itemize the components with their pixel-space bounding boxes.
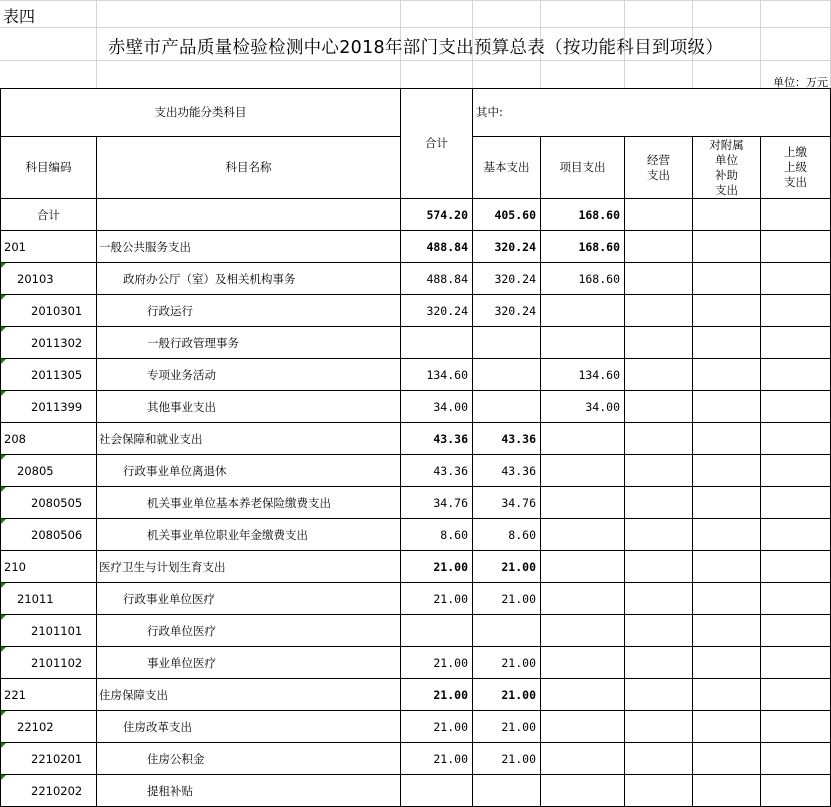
cell-marker-icon (1, 327, 6, 332)
cell-remit (761, 615, 831, 647)
table-row (1, 455, 831, 487)
table-row (1, 359, 831, 391)
cell-code (1, 519, 97, 551)
cell-remit (761, 423, 831, 455)
table-row (1, 327, 831, 359)
cell-basic: 21.00 (473, 647, 541, 679)
cell-total: 34.76 (401, 487, 473, 519)
cell-marker-icon (1, 647, 6, 652)
cell-subsidy (693, 551, 761, 583)
cell-name: 事业单位医疗 (97, 647, 401, 679)
cell-project (541, 551, 625, 583)
cell-project (541, 679, 625, 711)
cell-subsidy (693, 391, 761, 423)
cell-name: 医疗卫生与计划生育支出 (97, 551, 401, 583)
cell-basic (473, 327, 541, 359)
cell-operating (625, 711, 693, 743)
cell-remit (761, 231, 831, 263)
cell-basic: 320.24 (473, 263, 541, 295)
page-title: 赤壁市产品质量检验检测中心2018年部门支出预算总表（按功能科目到项级） (107, 38, 724, 58)
cell-name: 社会保障和就业支出 (97, 423, 401, 455)
cell-name: 其他事业支出 (97, 391, 401, 423)
table-row (1, 519, 831, 551)
cell-name: 专项业务活动 (97, 359, 401, 391)
cell-subsidy (693, 327, 761, 359)
cell-basic: 43.36 (473, 423, 541, 455)
table-row (1, 711, 831, 743)
cell-total: 488.84 (401, 263, 473, 295)
cell-basic: 21.00 (473, 583, 541, 615)
cell-name: 政府办公厅（室）及相关机构事务 (97, 263, 401, 295)
cell-basic (473, 391, 541, 423)
cell-project: 134.60 (541, 359, 625, 391)
cell-basic: 320.24 (473, 295, 541, 327)
cell-name: 行政事业单位离退休 (97, 455, 401, 487)
cell-project: 168.60 (541, 263, 625, 295)
cell-basic: 34.76 (473, 487, 541, 519)
cell-remit (761, 295, 831, 327)
cell-code (1, 231, 97, 263)
cell-basic: 21.00 (473, 711, 541, 743)
cell-code (1, 679, 97, 711)
header-operating: 经营 支出 (625, 137, 693, 199)
table-row (1, 199, 831, 231)
cell-subsidy (693, 199, 761, 231)
cell-basic: 21.00 (473, 551, 541, 583)
cell-total: 21.00 (401, 551, 473, 583)
cell-marker-icon (1, 487, 6, 492)
cell-code (1, 391, 97, 423)
cell-basic: 405.60 (473, 199, 541, 231)
table-row (1, 487, 831, 519)
cell-remit (761, 647, 831, 679)
cell-remit (761, 455, 831, 487)
cell-operating (625, 487, 693, 519)
code-text: 2210201 (31, 751, 83, 766)
cell-subsidy (693, 455, 761, 487)
cell-remit (761, 263, 831, 295)
cell-marker-icon (1, 359, 6, 364)
cell-name (97, 199, 401, 231)
table-row (1, 423, 831, 455)
table-row (1, 743, 831, 775)
code-text: 20103 (17, 271, 54, 286)
cell-name: 机关事业单位基本养老保险缴费支出 (97, 487, 401, 519)
cell-total (401, 327, 473, 359)
cell-remit (761, 487, 831, 519)
table-row (1, 231, 831, 263)
cell-remit (761, 679, 831, 711)
cell-operating (625, 263, 693, 295)
cell-subsidy (693, 519, 761, 551)
code-text: 2210202 (31, 783, 83, 798)
table-row (1, 551, 831, 583)
cell-remit (761, 743, 831, 775)
cell-name: 住房公积金 (97, 743, 401, 775)
cell-name: 住房改革支出 (97, 711, 401, 743)
cell-total: 21.00 (401, 583, 473, 615)
header-basic: 基本支出 (473, 137, 541, 199)
cell-remit (761, 551, 831, 583)
cell-code (1, 487, 97, 519)
cell-name: 提租补贴 (97, 775, 401, 807)
cell-subsidy (693, 743, 761, 775)
cell-operating (625, 679, 693, 711)
cell-total: 21.00 (401, 647, 473, 679)
cell-name: 一般公共服务支出 (97, 231, 401, 263)
header-project: 项目支出 (541, 137, 625, 199)
cell-subsidy (693, 231, 761, 263)
cell-project (541, 455, 625, 487)
cell-basic: 21.00 (473, 743, 541, 775)
cell-operating (625, 295, 693, 327)
cell-marker-icon (1, 263, 6, 268)
code-text: 合计 (37, 207, 60, 222)
cell-code (1, 295, 97, 327)
cell-marker-icon (1, 583, 6, 588)
cell-operating (625, 423, 693, 455)
cell-marker-icon (1, 295, 6, 300)
cell-remit (761, 519, 831, 551)
cell-operating (625, 615, 693, 647)
cell-subsidy (693, 359, 761, 391)
cell-operating (625, 199, 693, 231)
cell-code (1, 711, 97, 743)
code-text: 22102 (17, 719, 54, 734)
budget-table (0, 88, 831, 807)
cell-marker-icon (1, 455, 6, 460)
cell-project (541, 295, 625, 327)
cell-marker-icon (1, 615, 6, 620)
cell-project: 168.60 (541, 199, 625, 231)
table-row (1, 615, 831, 647)
unit-label: 单位：万元 (773, 76, 828, 89)
cell-subsidy (693, 647, 761, 679)
cell-name: 住房保障支出 (97, 679, 401, 711)
cell-code (1, 743, 97, 775)
cell-subsidy (693, 423, 761, 455)
cell-name: 行政事业单位医疗 (97, 583, 401, 615)
cell-subsidy (693, 711, 761, 743)
code-text: 221 (4, 687, 26, 702)
cell-project (541, 743, 625, 775)
cell-operating (625, 231, 693, 263)
table-row (1, 391, 831, 423)
header-name: 科目名称 (97, 137, 401, 199)
header-remit: 上缴 上级 支出 (761, 137, 831, 199)
cell-project (541, 711, 625, 743)
cell-total: 21.00 (401, 679, 473, 711)
cell-basic: 21.00 (473, 679, 541, 711)
cell-project: 34.00 (541, 391, 625, 423)
cell-basic: 8.60 (473, 519, 541, 551)
cell-code (1, 455, 97, 487)
cell-project (541, 519, 625, 551)
cell-project: 168.60 (541, 231, 625, 263)
code-text: 208 (4, 431, 26, 446)
cell-marker-icon (1, 775, 6, 780)
cell-subsidy (693, 583, 761, 615)
cell-remit (761, 359, 831, 391)
cell-name: 行政运行 (97, 295, 401, 327)
cell-project (541, 487, 625, 519)
cell-operating (625, 359, 693, 391)
cell-basic: 320.24 (473, 231, 541, 263)
cell-project (541, 583, 625, 615)
cell-total: 134.60 (401, 359, 473, 391)
cell-subsidy (693, 263, 761, 295)
table-row (1, 679, 831, 711)
cell-operating (625, 647, 693, 679)
sheet-label: 表四 (3, 7, 36, 26)
cell-remit (761, 583, 831, 615)
cell-project (541, 423, 625, 455)
code-text: 2011302 (31, 335, 83, 350)
cell-name: 一般行政管理事务 (97, 327, 401, 359)
cell-code (1, 583, 97, 615)
cell-total: 43.36 (401, 423, 473, 455)
cell-code (1, 551, 97, 583)
code-text: 201 (4, 239, 26, 254)
code-text: 2010301 (31, 303, 83, 318)
cell-total: 34.00 (401, 391, 473, 423)
code-text: 2101102 (31, 655, 83, 670)
cell-subsidy (693, 295, 761, 327)
cell-code (1, 647, 97, 679)
cell-marker-icon (1, 711, 6, 716)
cell-name: 行政单位医疗 (97, 615, 401, 647)
cell-basic: 43.36 (473, 455, 541, 487)
cell-operating (625, 455, 693, 487)
header-subsidy: 对附属 单位 补助 支出 (693, 137, 761, 199)
cell-operating (625, 743, 693, 775)
cell-project (541, 647, 625, 679)
cell-remit (761, 199, 831, 231)
header-code: 科目编码 (1, 137, 97, 199)
code-text: 2080506 (31, 527, 83, 542)
cell-total: 21.00 (401, 711, 473, 743)
header-category-group: 支出功能分类科目 (1, 89, 401, 137)
cell-remit (761, 391, 831, 423)
code-text: 2011305 (31, 367, 83, 382)
cell-subsidy (693, 487, 761, 519)
cell-total: 8.60 (401, 519, 473, 551)
cell-remit (761, 327, 831, 359)
table-row (1, 263, 831, 295)
cell-basic (473, 359, 541, 391)
code-text: 2101101 (31, 623, 83, 638)
cell-subsidy (693, 615, 761, 647)
cell-operating (625, 327, 693, 359)
cell-code (1, 615, 97, 647)
cell-project (541, 327, 625, 359)
cell-basic (473, 615, 541, 647)
header-of-which: 其中: (473, 89, 831, 137)
table-row (1, 583, 831, 615)
code-text: 2011399 (31, 399, 83, 414)
cell-code (1, 199, 97, 231)
cell-code (1, 423, 97, 455)
cell-remit (761, 711, 831, 743)
cell-total: 43.36 (401, 455, 473, 487)
cell-total: 21.00 (401, 743, 473, 775)
cell-total: 320.24 (401, 295, 473, 327)
table-row (1, 647, 831, 679)
cell-total: 488.84 (401, 231, 473, 263)
code-text: 21011 (17, 591, 54, 606)
cell-operating (625, 583, 693, 615)
cell-subsidy (693, 679, 761, 711)
code-text: 2080505 (31, 495, 83, 510)
cell-total: 574.20 (401, 199, 473, 231)
cell-total (401, 615, 473, 647)
cell-code (1, 263, 97, 295)
cell-name: 机关事业单位职业年金缴费支出 (97, 519, 401, 551)
cell-operating (625, 519, 693, 551)
cell-operating (625, 551, 693, 583)
table-row (1, 295, 831, 327)
code-text: 20805 (17, 463, 54, 478)
cell-code (1, 327, 97, 359)
cell-marker-icon (1, 743, 6, 748)
cell-marker-icon (1, 391, 6, 396)
header-total: 合计 (401, 89, 473, 199)
cell-operating (625, 391, 693, 423)
cell-marker-icon (1, 519, 6, 524)
cell-project (541, 615, 625, 647)
cell-code (1, 359, 97, 391)
code-text: 210 (4, 559, 26, 574)
